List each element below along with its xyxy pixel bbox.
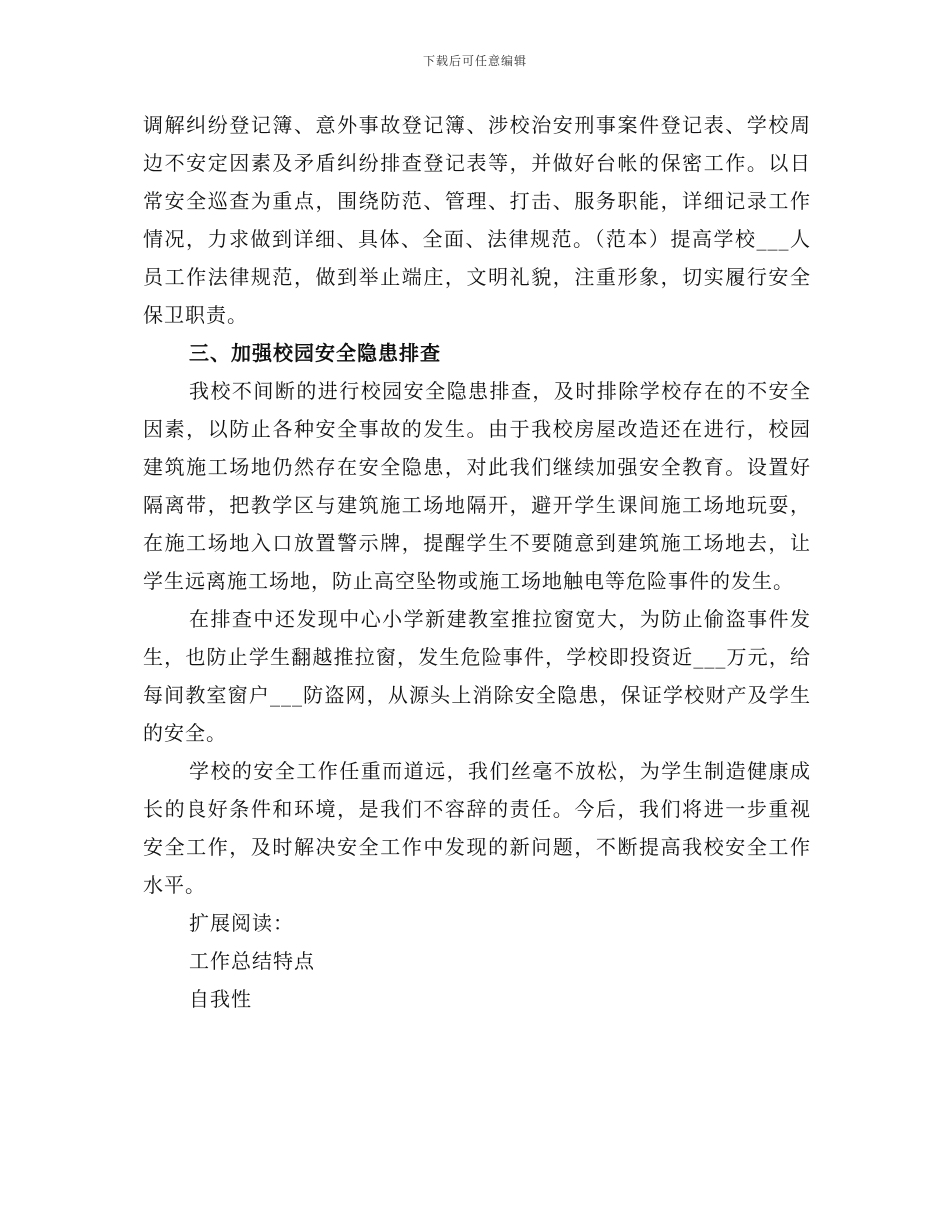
section-heading-3: 三、加强校园安全隐患排查	[189, 341, 441, 365]
paragraph-window-security: 在排查中还发现中心小学新建教室推拉窗宽大，为防止偷盗事件发生，也防止学生翻越推拉窗，发生危险事件，学校即投资近___万元，给每间教室窗户___防盗网，从源头上消除安全隐患，保证学校财产及学生的安全。	[143, 607, 811, 745]
extended-reading-item: 工作总结特点	[189, 949, 315, 973]
paragraph-registry: 调解纠纷登记簿、意外事故登记簿、涉校治安刑事案件登记表、学校周边不安定因素及矛盾纠纷排查登记表等，并做好台帐的保密工作。以日常安全巡查为重点，围绕防范、管理、打击、服务职能，详细记录工作情况，力求做到详细、具体、全面、法律规范。（范本）提高学校___人员工作法律规范，做到举止端庄，文明礼貌，注重形象，切实履行安全保卫职责。	[143, 113, 811, 327]
extended-reading-label: 扩展阅读：	[189, 911, 294, 935]
page-header: 下载后可任意编辑	[422, 54, 527, 68]
extended-reading-item: 自我性	[189, 987, 252, 1011]
document-body	[143, 106, 811, 1018]
paragraph-hazard-inspection: 我校不间断的进行校园安全隐患排查，及时排除学校存在的不安全因素，以防止各种安全事故的发生。由于我校房屋改造还在进行，校园建筑施工场地仍然存在安全隐患，对此我们继续加强安全教育。设置好隔离带，把教学区与建筑施工场地隔开，避开学生课间施工场地玩耍，在施工场地入口放置警示牌，提醒学生不要随意到建筑施工场地去，让学生远离施工场地，防止高空坠物或施工场地触电等危险事件的发生。	[143, 379, 811, 593]
paragraph-conclusion: 学校的安全工作任重而道远，我们丝毫不放松，为学生制造健康成长的良好条件和环境，是我们不容辞的责任。今后，我们将进一步重视安全工作，及时解决安全工作中发现的新问题，不断提高我校安全工作水平。	[143, 759, 811, 897]
